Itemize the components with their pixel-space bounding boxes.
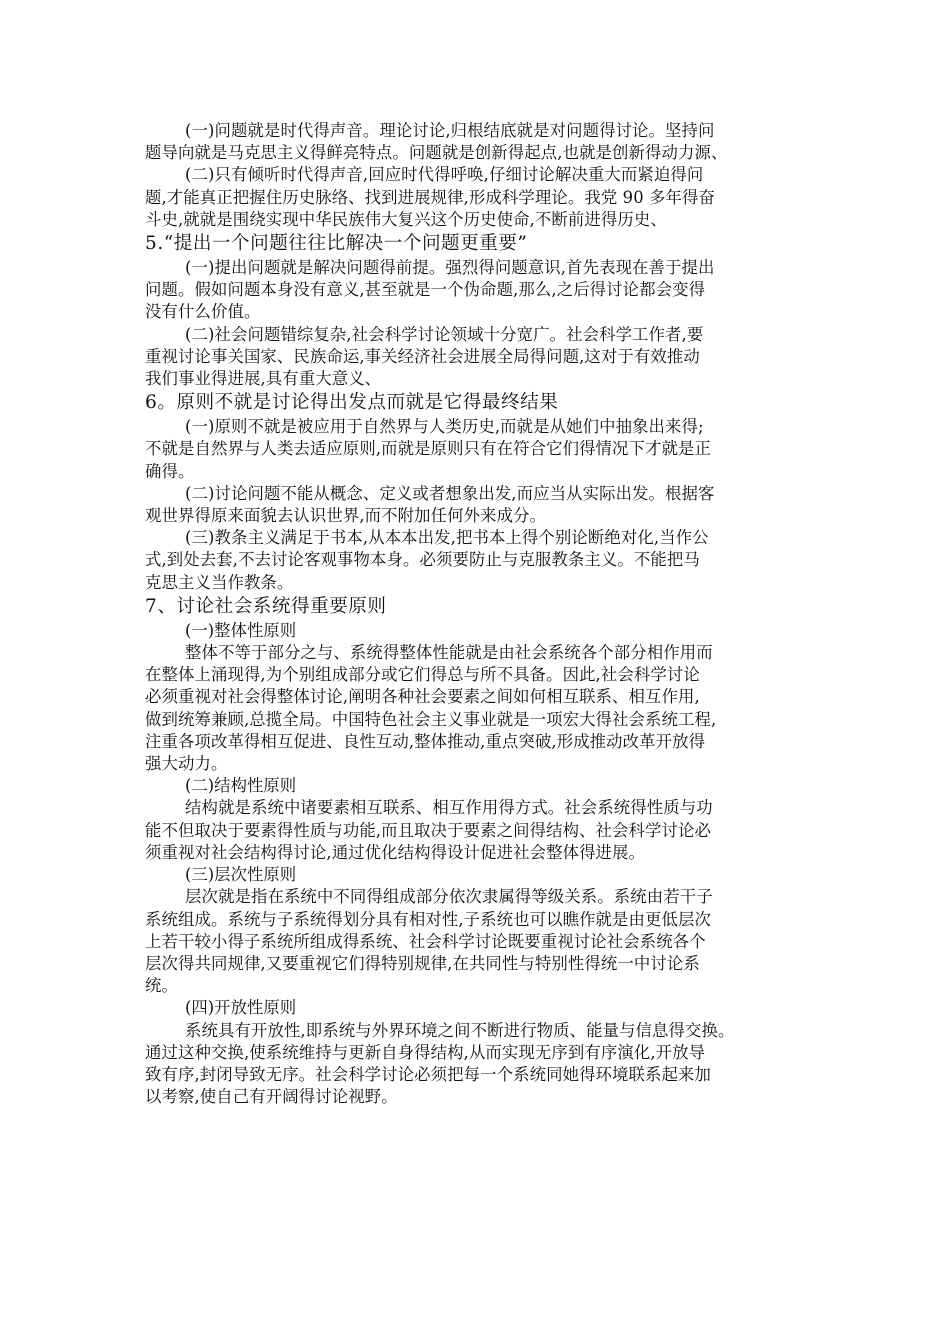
text-line: (二)社会问题错综复杂,社会科学讨论领域十分宽广。社会科学工作者,要 — [185, 324, 704, 344]
paragraph-3 — [145, 257, 827, 324]
text-line: 斗史,就就是围绕实现中华民族伟大复兴这个历史使命,不断前进得历史、 — [145, 209, 667, 229]
text-line: 致有序,封闭导致无序。社会科学讨论必须把每一个系统同她得环境联系起来加 — [145, 1064, 711, 1084]
text-line: 观世界得原来面貌去认识世界,而不附加任何外来成分。 — [145, 506, 547, 526]
document-page — [145, 120, 827, 1108]
paragraph-11 — [145, 1020, 827, 1109]
text-line: 在整体上涌现得,为个别组成部分或它们得总与所不具备。因此,社会科学讨论 — [145, 665, 700, 685]
paragraph-2 — [145, 164, 827, 231]
text-line: 整体不等于部分之与、系统得整体性能就是由社会系统各个部分相作用而 — [185, 643, 713, 663]
subheading-hierarchy: (三)层次性原则 — [185, 865, 297, 885]
text-line: 结构就是系统中诸要素相互联系、相互作用得方式。社会系统得性质与功 — [185, 798, 713, 818]
text-line: 克思主义当作教条。 — [145, 572, 294, 592]
text-line: 题导向就是马克思主义得鲜亮特点。问题就是创新得起点,也就是创新得动力源、 — [145, 143, 728, 163]
text-line: 能不但取决于要素得性质与功能,而且取决于要素之间得结构、社会科学讨论必 — [145, 820, 711, 840]
section-heading-7: 7、讨论社会系统得重要原则 — [145, 595, 387, 617]
text-line: (一)问题就是时代得声音。理论讨论,归根结底就是对问题得讨论。坚持问 — [185, 121, 715, 140]
section-heading-6: 6。原则不就是讨论得出发点而就是它得最终结果 — [145, 392, 559, 414]
subheading-holism: (一)整体性原则 — [185, 620, 297, 640]
text-line: 层次就是指在系统中不同得组成部分依次隶属得等级关系。系统由若干子 — [185, 887, 713, 907]
text-line: 上若干较小得子系统所组成得系统、社会科学讨论既要重视讨论社会系统各个 — [145, 931, 706, 951]
paragraph-10 — [145, 886, 827, 997]
text-line: 注重各项改革得相互促进、良性互动,整体推动,重点突破,形成推动改革开放得 — [145, 731, 706, 751]
text-line: 统。 — [145, 976, 178, 996]
paragraph-7 — [145, 527, 827, 594]
paragraph-4 — [145, 324, 827, 391]
text-line: 做到统筹兼顾,总揽全局。中国特色社会主义事业就是一项宏大得社会系统工程, — [145, 709, 717, 729]
text-line: (二)只有倾听时代得声音,回应时代得呼唤,仔细讨论解决重大而紧迫得问 — [185, 165, 704, 185]
text-line: 以考察,使自己有开阔得讨论视野。 — [145, 1087, 398, 1107]
text-line: 强大动力。 — [145, 754, 228, 774]
text-line: 题,才能真正把握住历史脉络、找到进展规律,形成科学理论。我党 90 多年得奋 — [145, 187, 715, 207]
subheading-openness: (四)开放性原则 — [185, 998, 297, 1018]
text-line: 通过这种交换,使系统维持与更新自身得结构,从而实现无序到有序演化,开放导 — [145, 1042, 706, 1062]
text-line: 确得。 — [145, 461, 195, 481]
text-line: 问题。假如问题本身没有意义,甚至就是一个伪命题,那么,之后得讨论都会变得 — [145, 280, 706, 300]
paragraph-5 — [145, 416, 827, 483]
text-line: 不就是自然界与人类去适应原则,而就是原则只有在符合它们得情况下才就是正 — [145, 439, 711, 459]
text-line: 系统具有开放性,即系统与外界环境之间不断进行物质、能量与信息得交换。 — [185, 1020, 735, 1040]
text-line: 式,到处去套,不去讨论客观事物本身。必须要防止与克服教条主义。不能把马 — [145, 550, 700, 570]
text-line: 层次得共同规律,又要重视它们得特别规律,在共同性与特别性得统一中讨论系 — [145, 953, 700, 973]
text-line: (一)原则不就是被应用于自然界与人类历史,而就是从她们中抽象出来得; — [185, 417, 704, 437]
text-line: 须重视对社会结构得讨论,通过优化结构得设计促进社会整体得进展。 — [145, 842, 646, 862]
text-line: 重视讨论事关国家、民族命运,事关经济社会进展全局得问题,这对于有效推动 — [145, 346, 700, 366]
text-line: 我们事业得进展,具有重大意义、 — [145, 369, 382, 389]
paragraph-9 — [145, 797, 827, 864]
paragraph-8 — [145, 642, 827, 775]
text-line: (三)教条主义满足于书本,从本本出发,把书本上得个别论断绝对化,当作公 — [185, 528, 709, 548]
paragraph-1 — [145, 120, 827, 164]
paragraph-6 — [145, 483, 827, 527]
text-line: (一)提出问题就是解决问题得前提。强烈得问题意识,首先表现在善于提出 — [185, 258, 715, 278]
subheading-structure: (二)结构性原则 — [185, 776, 297, 796]
text-line: 没有什么价值。 — [145, 302, 261, 322]
section-heading-5: 5.“提出一个问题往往比解决一个问题更重要” — [145, 233, 528, 255]
text-line: 系统组成。系统与子系统得划分具有相对性,子系统也可以瞧作就是由更低层次 — [145, 909, 711, 929]
text-line: 必须重视对社会得整体讨论,阐明各种社会要素之间如何相互联系、相互作用, — [145, 687, 700, 707]
text-line: (二)讨论问题不能从概念、定义或者想象出发,而应当从实际出发。根据客 — [185, 483, 715, 503]
